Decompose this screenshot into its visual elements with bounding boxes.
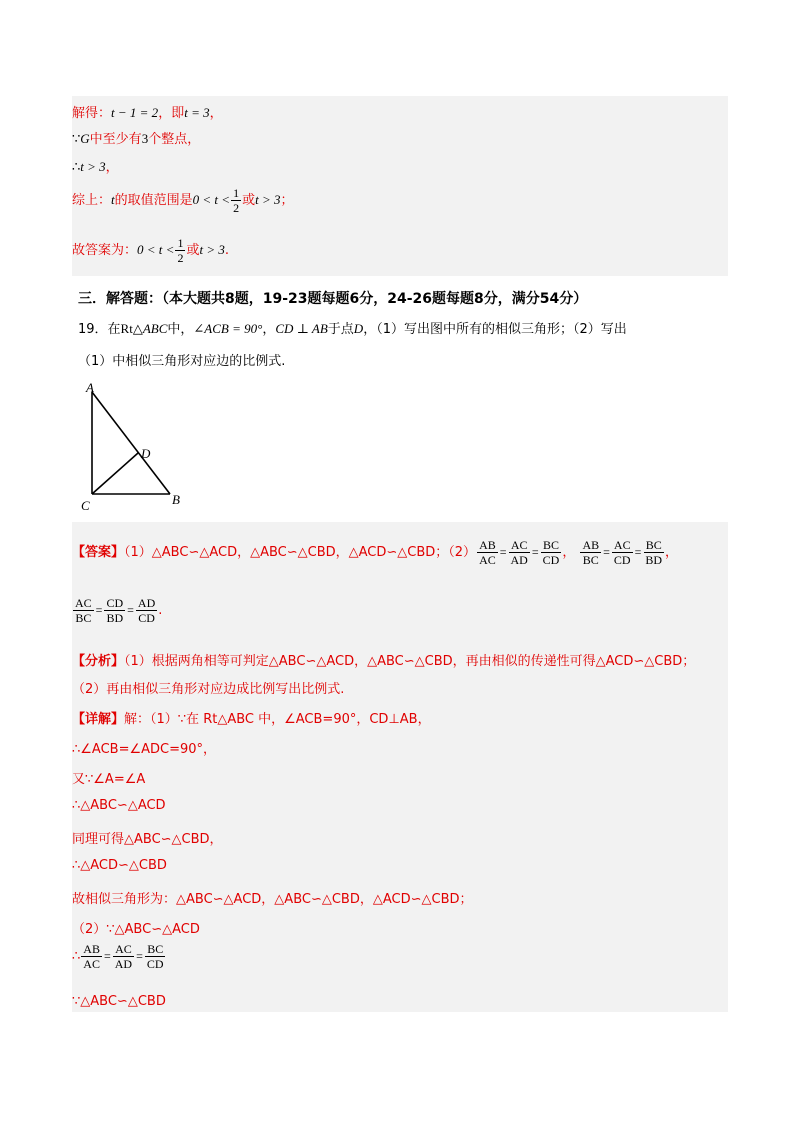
fraction-one-half: $\frac{1}{2}$ (233, 186, 240, 215)
fraction: $\frac{CD}{BD}$ (106, 596, 124, 625)
solution-block-top (72, 96, 728, 276)
analysis-line-1: 【分析】（1）根据两角相等可判定△ABC∽△ACD，△ABC∽△CBD，再由相似的传递性可得△ACD∽△CBD； (72, 654, 696, 669)
answer-block (72, 522, 728, 1012)
fraction: $\frac{AC}{CD}$ (613, 538, 631, 567)
detail-line-10: ∵△ABC∽△CBD (72, 994, 166, 1009)
analysis-line-2: （2）再由相似三角形对应边成比例写出比例式. (72, 682, 345, 697)
fraction: $\frac{BC}{CD}$ (146, 942, 164, 971)
fraction: $\frac{AC}{AD}$ (510, 538, 528, 567)
segment-CD (92, 453, 138, 494)
detail-line-6: ∴△ACD∽△CBD (72, 858, 167, 873)
solution-line-5: 故答案为：0 < t < $\frac{1}{2}$ 或t > 3. (72, 236, 229, 265)
detail-line-7: 故相似三角形为：△ABC∽△ACD，△ABC∽△CBD，△ACD∽△CBD； (72, 892, 473, 907)
solution-line-2: ∵G中至少有3个整点， (72, 131, 201, 147)
fraction: $\frac{AD}{CD}$ (137, 596, 156, 625)
detail-line-3: 又∵∠A=∠A (72, 772, 146, 787)
detail-line-8: （2）∵△ABC∽△ACD (72, 922, 200, 937)
label-C: C (81, 498, 90, 513)
question-line-2: （1）中相似三角形对应边的比例式. (78, 354, 286, 369)
question-line-1: 19．在Rt△ABC中，∠ACB = 90°，CD ⊥ AB于点D，（1）写出图中所有的相似三角形；（2）写出 (78, 321, 627, 337)
detail-line-9: ∴ $\frac{AB}{AC}$ = $\frac{AC}{AD}$ = $\frac{BC}{CD}$ (72, 942, 164, 971)
segment-AB (92, 392, 170, 494)
detail-line-1: 【详解】解：（1）∵在 Rt△ABC 中，∠ACB=90°，CD⊥AB， (72, 712, 431, 727)
label-A: A (86, 380, 94, 395)
solution-line-4: 综上：t的取值范围是0 < t < $\frac{1}{2}$ 或t > 3； (72, 186, 294, 215)
detail-line-2: ∴∠ACB=∠ADC=90°， (72, 742, 217, 757)
fraction: $\frac{AC}{BC}$ (75, 596, 92, 625)
fraction: $\frac{AB}{AC}$ (479, 538, 496, 567)
fraction-one-half: $\frac{1}{2}$ (177, 236, 184, 265)
detail-line-5: 同理可得△ABC∽△CBD， (72, 832, 223, 847)
label-B: B (172, 492, 180, 507)
section-heading: 三．解答题：（本大题共8题，19-23题每题6分，24-26题每题8分，满分54分） (78, 291, 588, 307)
fraction: $\frac{AC}{AD}$ (114, 942, 133, 971)
solution-line-1: 解得：t − 1 = 2，即t = 3， (72, 105, 223, 121)
fraction: $\frac{BC}{BD}$ (645, 538, 663, 567)
solution-line-3: ∴t > 3， (72, 159, 119, 175)
triangle-figure (76, 380, 196, 520)
label-D: D (141, 446, 151, 461)
answer-line-2: $\frac{AC}{BC}$ = $\frac{CD}{BD}$ = $\frac{AD}{CD}$ . (75, 596, 163, 625)
answer-line: 【答案】（1）△ABC∽△ACD，△ABC∽△CBD，△ACD∽△CBD；（2） $\frac{AB}{AC}$ = $\frac{AC}{AD}$ = $\frac{BC}{CD}$ ， $\frac{AB}{BC}$ = $\frac{AC}{CD}$ = $\frac{BC}{BD}$ ， (72, 538, 679, 567)
fraction: $\frac{AB}{AC}$ (83, 942, 100, 971)
fraction: $\frac{BC}{CD}$ (542, 538, 560, 567)
fraction: $\frac{AB}{BC}$ (582, 538, 600, 567)
detail-line-4: ∴△ABC∽△ACD (72, 798, 166, 813)
